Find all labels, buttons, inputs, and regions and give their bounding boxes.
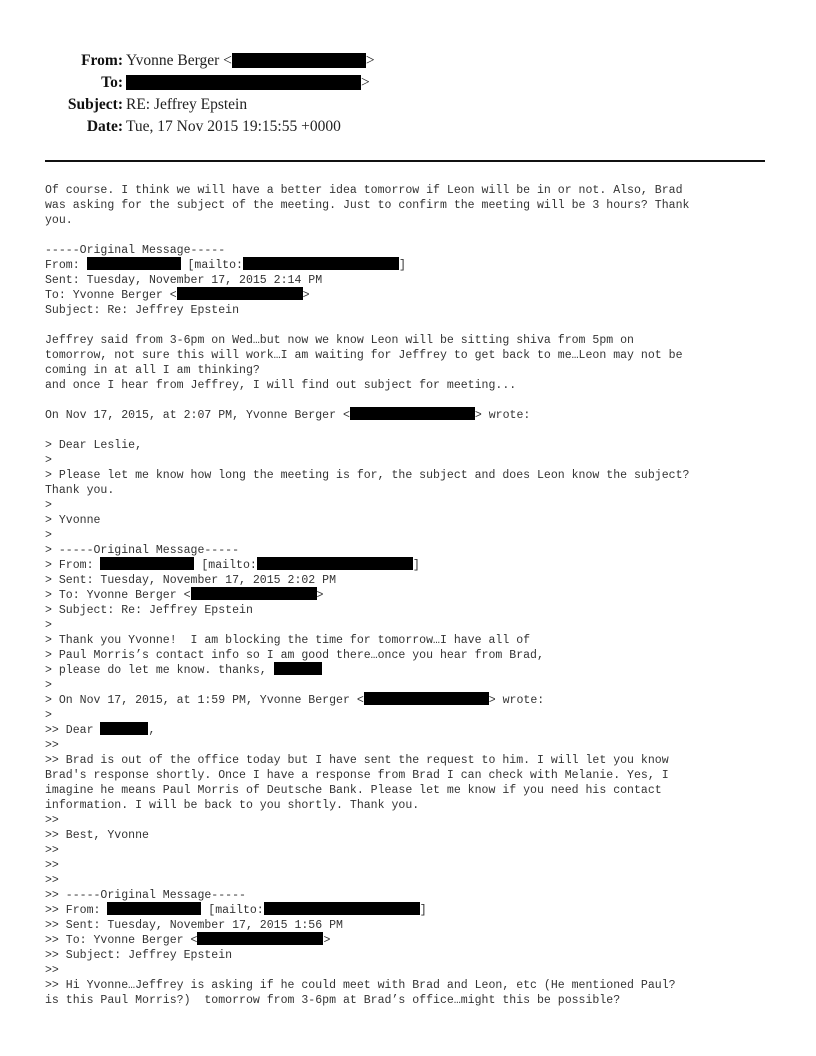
blank-line: [45, 228, 780, 243]
redaction-block: [350, 407, 475, 420]
text: From:: [45, 259, 87, 272]
to-bracket: >: [361, 74, 370, 91]
from-bracket: >: [365, 52, 375, 69]
text: To: Yvonne Berger <: [45, 289, 177, 302]
redaction-block: [100, 557, 194, 570]
text: > To: Yvonne Berger <: [45, 589, 191, 602]
body-line: >> Sent: Tuesday, November 17, 2015 1:56 PM: [45, 919, 343, 932]
text: On Nov 17, 2015, at 2:07 PM, Yvonne Berger <: [45, 409, 350, 422]
blank-line: [45, 393, 780, 408]
to-value: [126, 72, 370, 94]
text: ,: [148, 724, 156, 737]
from-name: Yvonne Berger <: [126, 52, 232, 69]
redaction-block: [177, 287, 303, 300]
body-line: and once I hear from Jeffrey, I will find out subject for meeting...: [45, 379, 517, 392]
text: >> From:: [45, 904, 108, 917]
body-line: Brad's response shortly. Once I have a response from Brad I can check with Melanie. Yes, I: [45, 769, 669, 782]
body-line: Jeffrey said from 3-6pm on Wed…but now we know Leon will be sitting shiva from 5pm on: [45, 334, 634, 347]
subject-label: Subject:: [67, 96, 123, 113]
body-line: >>: [45, 844, 59, 857]
body-line: [45, 588, 780, 603]
body-line: >: [45, 709, 52, 722]
body-line: -----Original Message-----: [45, 244, 226, 257]
redaction-block: [243, 257, 399, 270]
body-line: >: [45, 619, 52, 632]
redaction-block: [107, 902, 201, 915]
body-line: > Thank you Yvonne! I am blocking the time for tomorrow…I have all of: [45, 634, 531, 647]
body-line: >> Hi Yvonne…Jeffrey is asking if he could meet with Brad and Leon, etc (He mentioned Paul?: [45, 979, 676, 992]
redaction-block: [257, 557, 413, 570]
text: ]: [398, 259, 406, 272]
body-line: >> -----Original Message-----: [45, 889, 246, 902]
body-line: Sent: Tuesday, November 17, 2015 2:14 PM: [45, 274, 323, 287]
body-line: Of course. I think we will have a better idea tomorrow if Leon will be in or not. Also, Brad: [45, 184, 683, 197]
from-row: [0, 50, 816, 72]
date-label: Date:: [86, 118, 123, 135]
body-line: >> Brad is out of the office today but I have sent the request to him. I will let you know: [45, 754, 669, 767]
text: > wrote:: [488, 694, 545, 707]
text: >> Dear: [45, 724, 101, 737]
body-line: > Paul Morris’s contact info so I am good there…once you hear from Brad,: [45, 649, 544, 662]
body-line: > Subject: Re: Jeffrey Epstein: [45, 604, 253, 617]
body-line: imagine he means Paul Morris of Deutsche Bank. Please let me know if you need his contact: [45, 784, 662, 797]
from-value: [126, 50, 375, 72]
email-header: [0, 50, 816, 138]
redaction-block: [232, 53, 366, 68]
text: > From:: [45, 559, 101, 572]
date-value: Tue, 17 Nov 2015 19:15:55 +0000: [126, 118, 341, 135]
body-line: coming in at all I am thinking?: [45, 364, 260, 377]
text: ]: [419, 904, 427, 917]
body-line: you.: [45, 214, 73, 227]
body-line: [45, 288, 780, 303]
redaction-block: [87, 257, 181, 270]
text: >: [302, 289, 310, 302]
body-line: >>: [45, 874, 59, 887]
body-line: > Yvonne: [45, 514, 101, 527]
to-label: To:: [101, 74, 123, 91]
text: > please do let me know. thanks,: [45, 664, 274, 677]
body-line: > -----Original Message-----: [45, 544, 240, 557]
body-line: Subject: Re: Jeffrey Epstein: [45, 304, 240, 317]
redaction-block: [197, 932, 323, 945]
body-line: [45, 258, 780, 273]
body-line: >>: [45, 859, 59, 872]
body-line: >> Best, Yvonne: [45, 829, 149, 842]
blank-line: [45, 423, 780, 438]
text: > wrote:: [474, 409, 531, 422]
body-line: > Dear Leslie,: [45, 439, 143, 452]
to-row: [0, 72, 816, 94]
body-line: is this Paul Morris?) tomorrow from 3-6pm at Brad’s office…might this be possible?: [45, 994, 621, 1007]
body-line: [45, 558, 780, 573]
body-line: [45, 663, 780, 678]
redaction-block: [100, 722, 148, 735]
from-label: From:: [81, 52, 123, 69]
body-line: tomorrow, not sure this will work…I am waiting for Jeffrey to get back to me…Leon may not be: [45, 349, 683, 362]
text: [mailto:: [180, 259, 243, 272]
text: >: [323, 934, 331, 947]
body-line: > Sent: Tuesday, November 17, 2015 2:02 PM: [45, 574, 337, 587]
redaction-block: [264, 902, 420, 915]
body-line: >> Subject: Jeffrey Epstein: [45, 949, 233, 962]
text: ]: [412, 559, 420, 572]
subject-value: RE: Jeffrey Epstein: [126, 96, 248, 113]
body-line: > Please let me know how long the meeting is for, the subject and does Leon know the subject?: [45, 469, 690, 482]
body-line: [45, 408, 780, 423]
body-line: [45, 723, 780, 738]
body-line: >>: [45, 814, 59, 827]
text: [mailto:: [194, 559, 257, 572]
body-line: >: [45, 499, 52, 512]
body-line: Thank you.: [45, 484, 115, 497]
body-line: >>: [45, 739, 59, 752]
text: > On Nov 17, 2015, at 1:59 PM, Yvonne Berger <: [45, 694, 364, 707]
subject-row: [0, 94, 816, 116]
body-line: [45, 693, 780, 708]
redaction-block: [191, 587, 317, 600]
body-line: [45, 903, 780, 918]
body-line: >: [45, 679, 52, 692]
body-line: >>: [45, 964, 59, 977]
text: [mailto:: [201, 904, 264, 917]
text: >: [316, 589, 324, 602]
redaction-block: [364, 692, 489, 705]
body-line: >: [45, 529, 52, 542]
body-line: information. I will be back to you shortly. Thank you.: [45, 799, 420, 812]
body-line: >: [45, 454, 52, 467]
header-divider: [45, 160, 765, 162]
blank-line: [45, 318, 780, 333]
text: >> To: Yvonne Berger <: [45, 934, 198, 947]
date-row: [0, 116, 816, 138]
body-line: was asking for the subject of the meeting. Just to confirm the meeting will be 3 hours? Thank: [45, 199, 690, 212]
email-body: [45, 183, 780, 1008]
redaction-block: [274, 662, 322, 675]
body-line: [45, 933, 780, 948]
redaction-block: [126, 75, 361, 90]
